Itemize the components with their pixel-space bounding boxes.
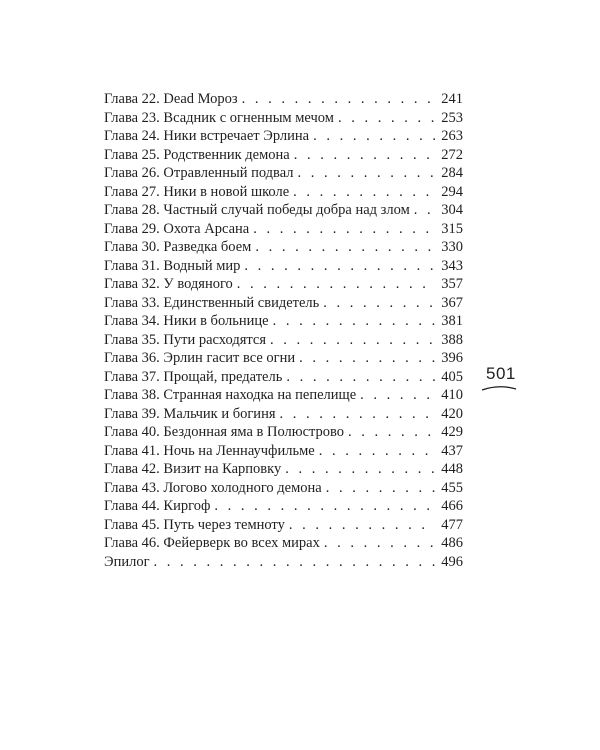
toc-entry bbox=[104, 238, 463, 257]
dot-leader bbox=[313, 127, 435, 146]
chapter-title: Глава 36. Эрлин гасит все огни bbox=[104, 350, 296, 366]
page-number: 496 bbox=[441, 553, 463, 570]
dot-leader bbox=[414, 201, 435, 220]
toc-entry bbox=[104, 294, 463, 313]
chapter-title: Глава 27. Ники в новой школе bbox=[104, 183, 290, 200]
toc-entry bbox=[104, 201, 463, 220]
toc-entry bbox=[104, 127, 463, 146]
dot-leader bbox=[154, 553, 435, 572]
dot-leader bbox=[285, 460, 435, 479]
dot-leader bbox=[324, 534, 435, 553]
toc-entry bbox=[104, 534, 463, 553]
toc-entry bbox=[104, 423, 463, 442]
page-number: 367 bbox=[441, 294, 463, 311]
toc-entry bbox=[104, 405, 463, 424]
chapter-title: Эпилог bbox=[104, 553, 150, 570]
toc-entry bbox=[104, 386, 463, 405]
toc-entry bbox=[104, 368, 463, 387]
chapter-title: Глава 46. Фейерверк во всех мирах bbox=[104, 535, 320, 551]
dot-leader bbox=[348, 423, 435, 442]
dot-leader bbox=[289, 516, 435, 535]
chapter-title: Глава 38. Странная находка на пепелище bbox=[104, 387, 357, 403]
page-number: 241 bbox=[441, 91, 463, 107]
page-number: 486 bbox=[441, 535, 463, 551]
toc-entry bbox=[104, 516, 463, 535]
page-number: 388 bbox=[441, 331, 463, 348]
toc-entry bbox=[104, 497, 463, 516]
dot-leader bbox=[214, 497, 435, 516]
chapter-title: Глава 45. Путь через темноту bbox=[104, 516, 285, 533]
chapter-title: Глава 34. Ники в больнице bbox=[104, 313, 269, 329]
chapter-title: Глава 39. Мальчик и богиня bbox=[104, 405, 276, 422]
page-number: 304 bbox=[441, 202, 463, 218]
page-number: 357 bbox=[441, 276, 463, 292]
chapter-title: Глава 43. Логово холодного демона bbox=[104, 479, 322, 496]
toc-entry bbox=[104, 257, 463, 276]
page-number: 381 bbox=[441, 313, 463, 329]
dot-leader bbox=[253, 220, 435, 239]
toc-entry bbox=[104, 220, 463, 239]
page-number: 253 bbox=[441, 109, 463, 126]
dot-leader bbox=[298, 164, 436, 183]
chapter-title: Глава 33. Единственный свидетель bbox=[104, 294, 320, 311]
dot-leader bbox=[338, 109, 435, 128]
toc-entry bbox=[104, 442, 463, 461]
chapter-title: Глава 32. У водяного bbox=[104, 276, 233, 292]
chapter-title: Глава 30. Разведка боем bbox=[104, 239, 252, 255]
toc-entry bbox=[104, 553, 463, 572]
page-number: 315 bbox=[441, 220, 463, 237]
chapter-title: Глава 42. Визит на Карповку bbox=[104, 461, 282, 477]
page-number: 294 bbox=[441, 183, 463, 200]
dot-leader bbox=[326, 479, 435, 498]
page-number: 263 bbox=[441, 128, 463, 144]
page-number: 448 bbox=[441, 461, 463, 477]
dot-leader bbox=[244, 257, 435, 276]
dot-leader bbox=[273, 312, 435, 331]
chapter-title: Глава 29. Охота Арсана bbox=[104, 220, 250, 237]
dot-leader bbox=[294, 146, 435, 165]
toc-entry bbox=[104, 146, 463, 165]
chapter-title: Глава 41. Ночь на Леннаучфильме bbox=[104, 442, 315, 459]
dot-leader bbox=[280, 405, 435, 424]
dot-leader bbox=[299, 349, 435, 368]
page-number: 272 bbox=[441, 146, 463, 163]
chapter-title: Глава 40. Бездонная яма в Полюстрово bbox=[104, 424, 345, 440]
toc-entry bbox=[104, 312, 463, 331]
toc-entry bbox=[104, 275, 463, 294]
dot-leader bbox=[286, 368, 435, 387]
dot-leader bbox=[242, 90, 435, 109]
toc-entry bbox=[104, 479, 463, 498]
page-number: 466 bbox=[441, 498, 463, 514]
chapter-title: Глава 44. Киргоф bbox=[104, 498, 211, 514]
page-number: 477 bbox=[441, 516, 463, 533]
chapter-title: Глава 35. Пути расходятся bbox=[104, 331, 266, 348]
chapter-title: Глава 23. Всадник с огненным мечом bbox=[104, 109, 334, 126]
chapter-title: Глава 31. Водный мир bbox=[104, 257, 241, 274]
folio-page-number: 501 bbox=[486, 364, 516, 383]
toc-entry bbox=[104, 460, 463, 479]
dot-leader bbox=[293, 183, 435, 202]
folio-underline bbox=[481, 384, 517, 392]
page-number: 343 bbox=[441, 257, 463, 274]
chapter-title: Глава 22. Dead Мороз bbox=[104, 91, 238, 107]
page-number: 437 bbox=[441, 442, 463, 459]
chapter-title: Глава 37. Прощай, предатель bbox=[104, 368, 283, 385]
toc-entry bbox=[104, 183, 463, 202]
toc-entry bbox=[104, 90, 463, 109]
page-number: 405 bbox=[441, 368, 463, 385]
toc-entry bbox=[104, 164, 463, 183]
toc-entry bbox=[104, 331, 463, 350]
table-of-contents bbox=[104, 90, 463, 571]
chapter-title: Глава 25. Родственник демона bbox=[104, 146, 290, 163]
dot-leader bbox=[360, 386, 435, 405]
page-number: 396 bbox=[441, 350, 463, 366]
page-number: 410 bbox=[441, 387, 463, 403]
chapter-title: Глава 26. Отравленный подвал bbox=[104, 165, 294, 181]
chapter-title: Глава 24. Ники встречает Эрлина bbox=[104, 128, 310, 144]
dot-leader bbox=[270, 331, 435, 350]
toc-entry bbox=[104, 109, 463, 128]
dot-leader bbox=[255, 238, 435, 257]
page-number: 455 bbox=[441, 479, 463, 496]
dot-leader bbox=[319, 442, 435, 461]
page-number: 429 bbox=[441, 424, 463, 440]
page-number: 284 bbox=[441, 165, 463, 181]
toc-entry bbox=[104, 349, 463, 368]
page-number: 330 bbox=[441, 239, 463, 255]
dot-leader bbox=[323, 294, 435, 313]
dot-leader bbox=[237, 275, 435, 294]
chapter-title: Глава 28. Частный случай победы добра над злом bbox=[104, 202, 410, 218]
page-number: 420 bbox=[441, 405, 463, 422]
